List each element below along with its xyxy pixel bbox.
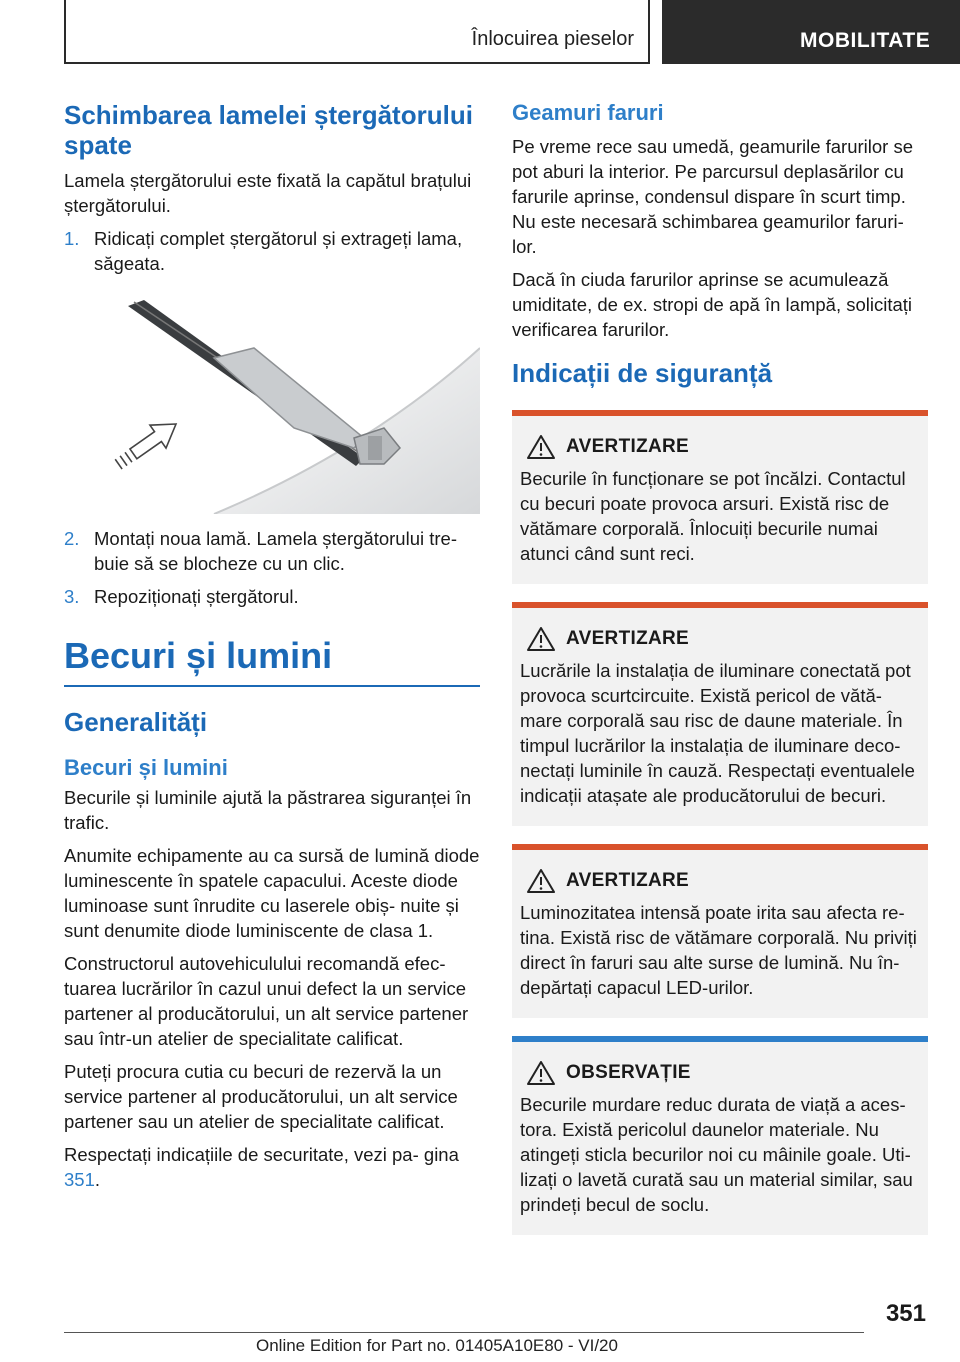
note-box	[512, 1036, 928, 1235]
step-item	[64, 584, 480, 609]
warning-title: AVERTIZARE	[566, 628, 689, 649]
paragraph: Pe vreme rece sau umedă, geamurile farurilor se pot aburi la interior. Pe parcursul deplasărilor cu farurile aprinse, condensul dispare în scurt timp. Nu este necesară schimbarea geamurilor faruri‐ lor.	[512, 136, 914, 257]
steps-b	[64, 526, 480, 609]
wiper-title: Schimbarea lamelei ștergătorului spate	[64, 100, 473, 160]
warning-text: Becurile în funcționare se pot încălzi. Contactul cu becuri poate provoca arsuri. Există risc de vătămare corporală. Înlocuiți becurile numai atunci când sunt reci.	[520, 468, 906, 564]
paragraph: Dacă în ciuda farurilor aprinse se acumulează umiditate, de ex. stropi de apă în lampă, solicitați verificarea farurilor.	[512, 269, 913, 340]
bulbs-subtitle: Becuri și lumini	[64, 755, 228, 780]
left-column	[64, 100, 480, 1200]
warning-text: Luminozitatea intensă poate irita sau afecta re‐ tina. Există risc de vătămare corporală. Nu priviți direct în faruri sau alte surse de lumină. Nu în‐ depărtați capacul LED-urilor.	[520, 902, 917, 998]
step-number: 3.	[64, 586, 80, 607]
glass-title: Geamuri faruri	[512, 100, 664, 125]
warning-triangle-icon	[526, 434, 556, 460]
reference-paragraph	[64, 1142, 480, 1192]
warning-box	[512, 410, 928, 584]
safety-title: Indicații de siguranță	[512, 358, 773, 388]
warning-box	[512, 844, 928, 1018]
paragraph: Puteți procura cutia cu becuri de rezervă la un service partener al producătorului, un alt service partener sau un atelier de specialitate calificat.	[64, 1061, 458, 1132]
wiper-illustration	[64, 288, 480, 514]
paragraph: Becurile și luminile ajută la păstrarea siguranței în trafic.	[64, 787, 472, 833]
footer-divider	[64, 1332, 864, 1333]
right-column	[512, 100, 928, 1253]
warning-triangle-icon	[526, 1060, 556, 1086]
reference-end: .	[94, 1169, 101, 1190]
warning-triangle-icon	[526, 868, 556, 894]
step-text: Montați noua lamă. Lamela ștergătorului tre‐ buie să se blocheze cu un clic.	[94, 528, 457, 574]
header-chapter-tab: MOBILITATE	[662, 0, 960, 64]
wiper-illustration-svg	[64, 288, 480, 514]
warning-triangle-icon	[526, 626, 556, 652]
step-number: 2.	[64, 528, 80, 549]
header-section-title: Înlocuirea pieselor	[471, 28, 634, 50]
wiper-arm-shape	[214, 348, 364, 448]
step-text: Ridicați complet ștergătorul și extrageți lama, săgeata.	[94, 228, 463, 274]
page-reference-link[interactable]: 351	[64, 1169, 95, 1190]
general-title: Generalități	[64, 707, 208, 737]
step-item	[64, 526, 480, 576]
note-title: OBSERVAȚIE	[566, 1062, 691, 1083]
warning-title: AVERTIZARE	[566, 870, 689, 891]
warning-box	[512, 602, 928, 826]
direction-arrow	[111, 413, 184, 476]
steps-a	[64, 226, 480, 276]
footer-edition: Online Edition for Part no. 01405A10E80 - VI/20	[256, 1336, 618, 1355]
note-text: Becurile murdare reduc durata de viață a aces‐ tora. Există pericolul daunelor materiale. Nu atingeți sticla becurilor noi cu mâinile goale. Uti‐ lizați o lavetă curată sau un material similar, sau prindeți becul de soclu.	[520, 1094, 913, 1215]
reference-text: Respectați indicațiile de securitate, vezi pa‐ gina	[64, 1144, 459, 1165]
page-number: 351	[885, 1300, 926, 1327]
paragraph: Constructorul autovehiculului recomandă efec‐ tuarea lucrărilor în cazul unui defect la un service partener al producătorului, un alt service partener sau într-un atelier de specialitate calificat.	[64, 953, 469, 1049]
warning-text: Lucrările la instalația de iluminare conectată pot provoca scurtcircuite. Există pericol de vătă‐ mare corporală sau risc de daune materiale. În timpul lucrărilor la instalația de iluminare deco‐ nectați luminile în cauză. Respectați eventualele indicații atașate ale producătorului de becuri.	[520, 660, 915, 806]
section-title: Becuri și lumini	[64, 635, 480, 687]
wiper-intro: Lamela ștergătorului este fixată la capătul brațului ștergătorului.	[64, 170, 472, 216]
step-number: 1.	[64, 228, 80, 249]
paragraph: Anumite echipamente au ca sursă de lumină diode luminescente în spatele capacului. Aceste diode luminoase sunt înrudite cu laserele obiș‐ nuite și sunt denumite diode luminiscente de clasa 1.	[64, 845, 480, 941]
step-text: Repoziționați ștergătorul.	[94, 586, 299, 607]
warning-title: AVERTIZARE	[566, 436, 689, 457]
header-section-box	[64, 0, 650, 64]
step-item	[64, 226, 480, 276]
